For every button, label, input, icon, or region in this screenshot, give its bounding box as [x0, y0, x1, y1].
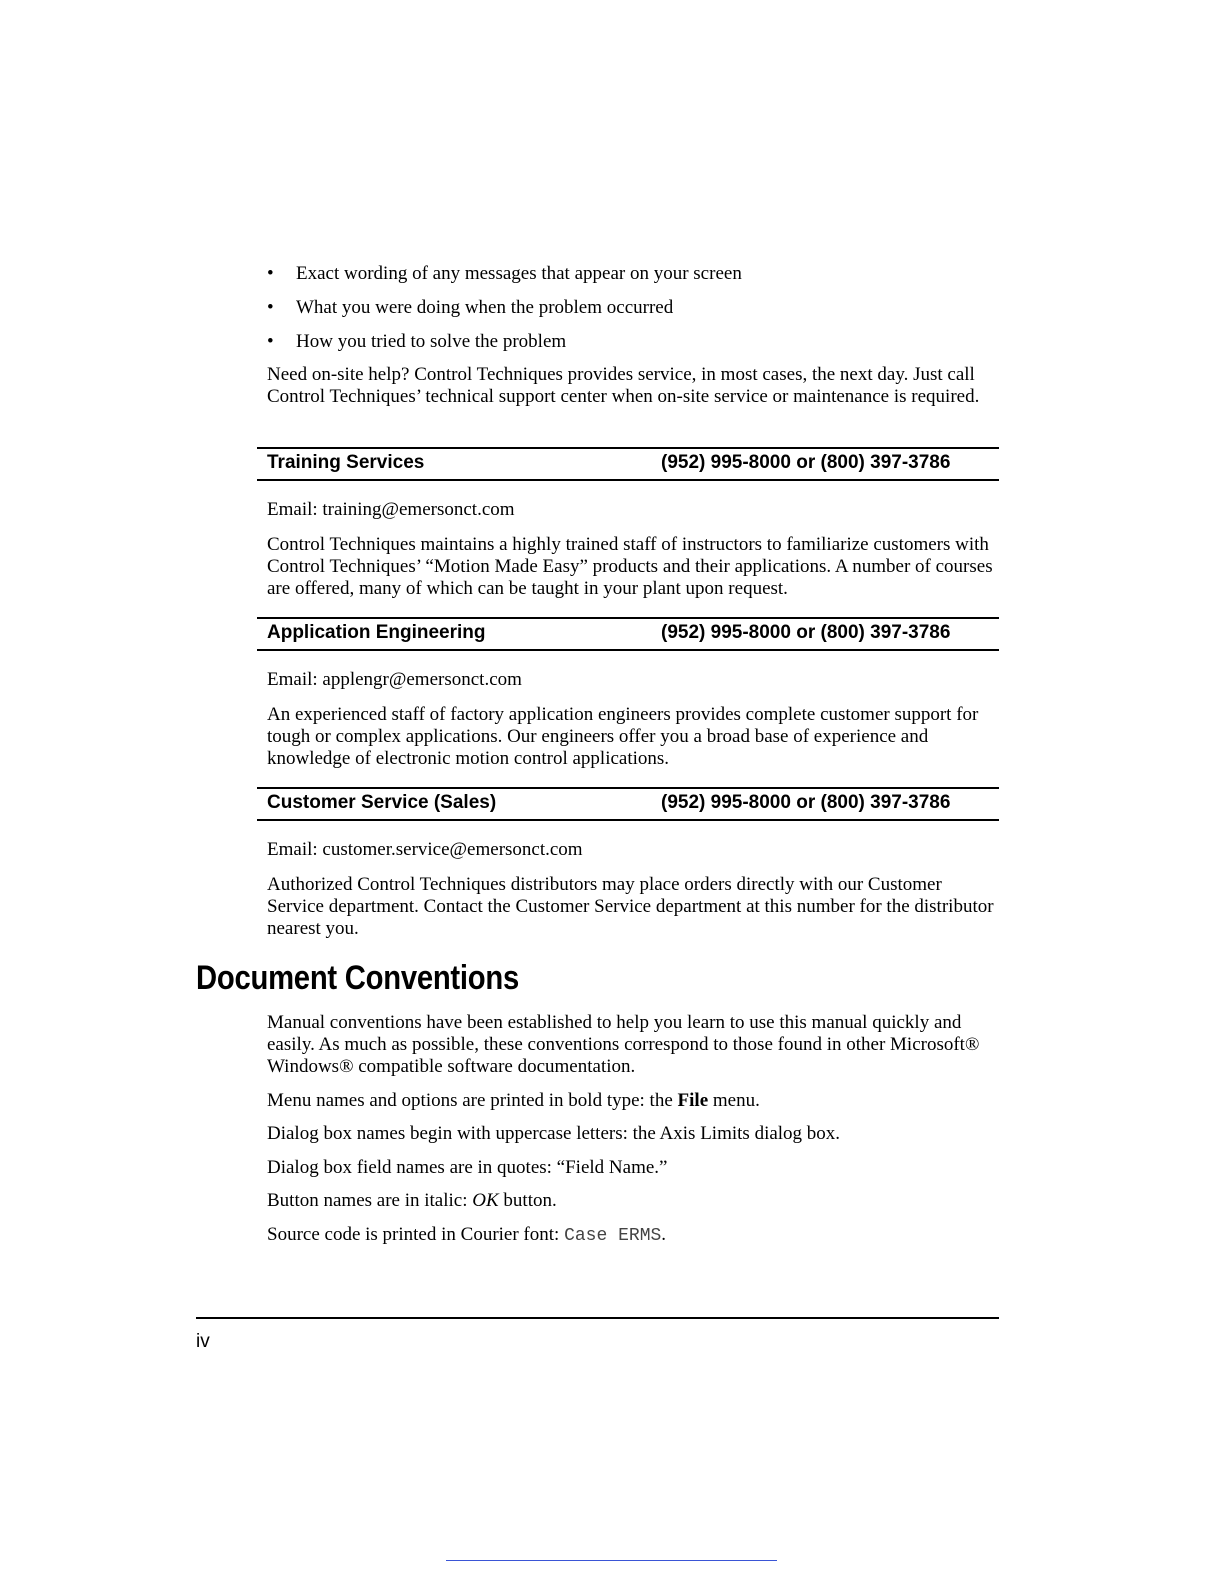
application-engineering-email: Email: applengr@emersonct.com: [267, 669, 522, 690]
training-description: Control Techniques maintains a highly trained staff of instructors to familiarize customers with Control Techniques’ “Motion Made Easy” products and their applications. A number of courses are offered, many of which can be taught in your plant upon request.: [267, 534, 993, 599]
page-number: iv: [196, 1331, 210, 1352]
conventions-intro: Manual conventions have been established to help you learn to use this manual quickly and easily. As much as possible, these conventions correspond to those found in other Microsoft® Windows® compatible software documentation.: [267, 1012, 980, 1077]
list-item: [267, 263, 999, 297]
list-item: [267, 297, 999, 331]
section-phone: (952) 995-8000 or (800) 397-3786: [661, 622, 951, 643]
source-code-example: Case ERMS: [564, 1226, 662, 1246]
bullet-list: [267, 263, 999, 365]
dialog-convention-line: Dialog box names begin with uppercase letters: the Axis Limits dialog box.: [267, 1123, 841, 1144]
document-conventions-heading: Document Conventions: [196, 959, 519, 997]
list-item-text: Exact wording of any messages that appear on your screen: [296, 263, 742, 284]
section-phone: (952) 995-8000 or (800) 397-3786: [661, 452, 951, 473]
bottom-link-underline: [446, 1560, 777, 1561]
list-item-text: How you tried to solve the problem: [296, 331, 567, 352]
menu-bold-example: File: [677, 1090, 709, 1111]
bullet-marker: •: [267, 297, 274, 318]
button-convention-line: [267, 1190, 999, 1212]
section-title: Training Services: [267, 452, 425, 473]
customer-service-description: Authorized Control Techniques distributors may place orders directly with our Customer Service department. Contact the Customer Service department at this number for the distributor nearest you.: [267, 874, 994, 939]
training-email: Email: training@emersonct.com: [267, 499, 515, 520]
list-item-text: What you were doing when the problem occurred: [296, 297, 674, 318]
menu-convention-line: [267, 1090, 999, 1112]
source-prefix: Source code is printed in Courier font:: [267, 1224, 565, 1245]
button-suffix: button.: [498, 1190, 557, 1211]
section-title: Customer Service (Sales): [267, 792, 497, 813]
application-engineering-header: [257, 617, 999, 651]
bullet-marker: •: [267, 263, 274, 284]
list-item: [267, 331, 999, 365]
section-phone: (952) 995-8000 or (800) 397-3786: [661, 792, 951, 813]
menu-prefix: Menu names and options are printed in bold type: the: [267, 1090, 678, 1111]
menu-suffix: menu.: [708, 1090, 760, 1111]
customer-service-email: Email: customer.service@emersonct.com: [267, 839, 583, 860]
button-italic-example: OK: [472, 1190, 499, 1211]
source-code-convention-line: [267, 1224, 999, 1247]
footer-divider: [196, 1317, 999, 1319]
training-services-header: [257, 447, 999, 481]
bullet-marker: •: [267, 331, 274, 352]
application-engineering-description: An experienced staff of factory application engineers provides complete customer support for tough or complex applications. Our engineers offer you a broad base of experience and knowledge of electronic motion control applications.: [267, 704, 979, 769]
source-suffix: .: [661, 1224, 667, 1245]
button-prefix: Button names are in italic:: [267, 1190, 473, 1211]
customer-service-header: [257, 787, 999, 821]
onsite-help-paragraph: Need on-site help? Control Techniques provides service, in most cases, the next day. Just call Control Techniques’ technical support center when on-site service or maintenance is required.: [267, 364, 980, 407]
field-convention-line: Dialog box field names are in quotes: “Field Name.”: [267, 1157, 668, 1178]
section-title: Application Engineering: [267, 622, 486, 643]
